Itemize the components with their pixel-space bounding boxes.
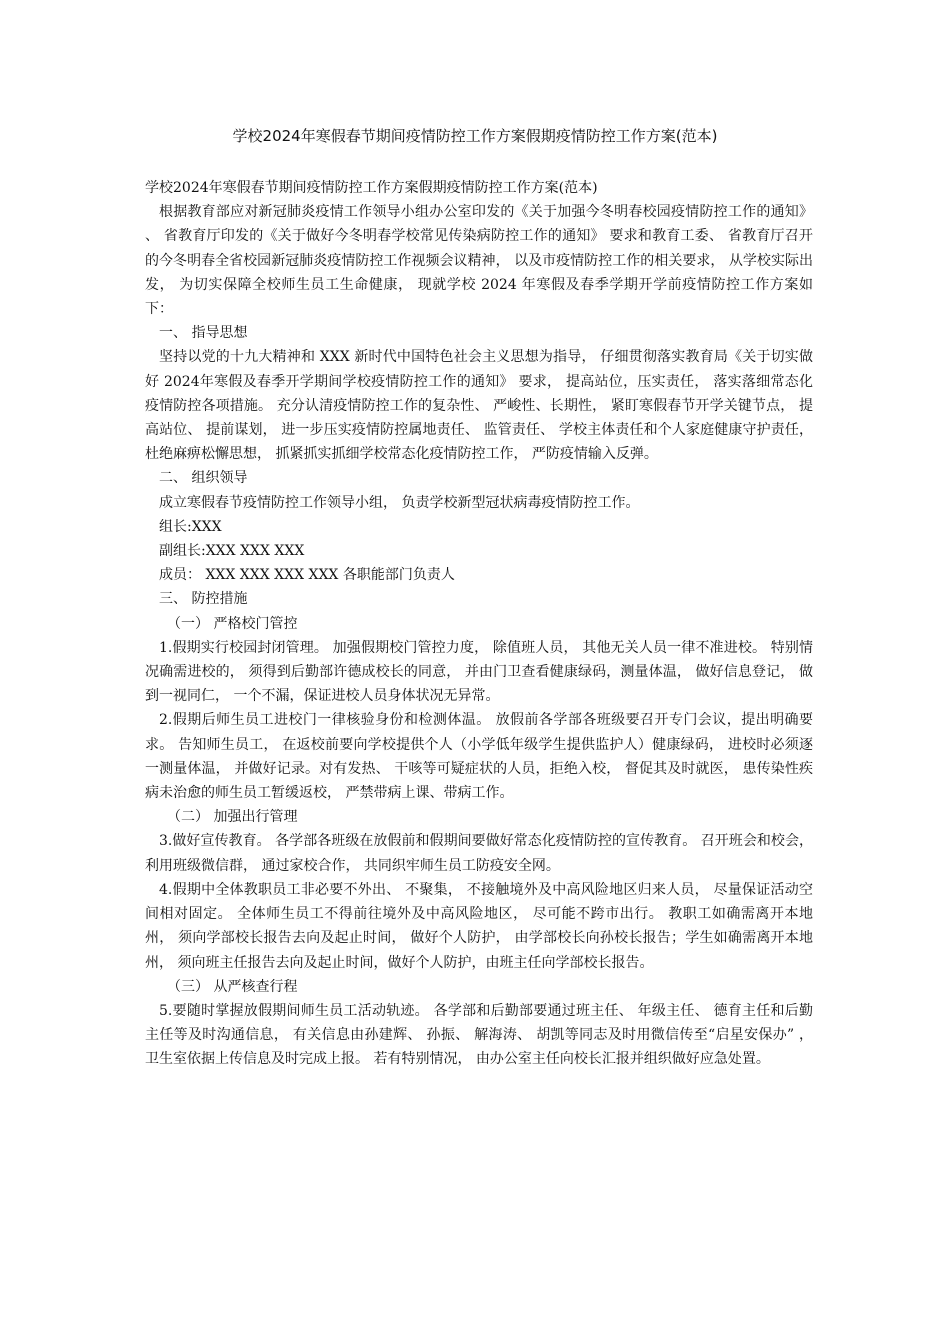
subsection-heading-gate: （一） 严格校门管控	[167, 615, 298, 632]
subsection-heading-travel: （二） 加强出行管理	[167, 809, 298, 826]
measure-item-3: 3.做好宣传教育。 各学部各班级在放假前和假期间要做好常态化疫情防控的宣传教育。 召开班会和校会， 利用班级微信群， 通过家校合作， 共同织牢师生员工防疫安全网。	[145, 833, 818, 874]
document-subtitle: 学校2024年寒假春节期间疫情防控工作方案假期疫情防控工作方案(范本)	[145, 180, 598, 196]
measure-item-5: 5.要随时掌握放假期间师生员工活动轨迹。 各学部和后勤部要通过班主任、 年级主任、 德育主任和后勤主任等及时沟通信息， 有关信息由孙建辉、 孙振、 解海涛、 胡凯等同志及时用微信传至“启星安保办” ， 卫生室依据上传信息及时完成上报。 若有特别情况， 由办公室主任向校长汇报并组织做好应急处置。	[145, 1002, 818, 1068]
measure-item-4: 4.假期中全体教职员工非必要不外出、 不聚集， 不接触境外及中高风险地区归来人员， 尽量保证活动空间相对固定。 全体师生员工不得前往境外及中高风险地区， 尽可能不跨市出行。 教职工如确需离开本地州， 须向学部校长报告去向及起止时间， 做好个人防护， 由学部校长向孙校长报告；学生如确需离开本地州， 须向班主任报告去向及起止时间，做好个人防护，由班主任向学部校长报告。	[145, 881, 813, 971]
organization-paragraph: 成立寒假春节疫情防控工作领导小组， 负责学校新型冠状病毒疫情防控工作。	[159, 494, 640, 511]
section-heading-measures: 三、 防控措施	[159, 591, 248, 608]
subsection-heading-itinerary: （三） 从严核查行程	[167, 978, 298, 995]
guiding-paragraph: 坚持以党的十九大精神和 XXX 新时代中国特色社会主义思想为指导， 仔细贯彻落实教育局《关于切实做好 2024年寒假及春季开学期间学校疫情防控工作的通知》 要求， 提高站位，压实责任， 落实落细常态化疫情防控各项措施。 充分认清疫情防控工作的复杂性、 严峻性、长期性， 紧盯寒假春节开学关键节点， 提高站位、 提前谋划， 进一步压实疫情防控属地责任、 监管责任、 学校主体责任和个人家庭健康守护责任， 杜绝麻痹松懈思想， 抓紧抓实抓细学校常态化疫情防控工作， 严防疫情输入反弹。	[145, 349, 818, 463]
measure-item-2: 2.假期后师生员工进校门一律核验身份和检测体温。 放假前各学部各班级要召开专门会议，提出明确要求。 告知师生员工， 在返校前要向学校提供个人（小学低年级学生提供监护人）健康绿码， 进校时必须逐一测量体温， 并做好记录。对有发热、 干咳等可疑症状的人员，拒绝入校， 督促其及时就医， 患传染性疾病未治愈的师生员工暂缓返校， 严禁带病上课、带病工作。	[145, 712, 813, 802]
document-body	[145, 176, 818, 1072]
measure-item-1: 1.假期实行校园封闭管理。 加强假期校门管控力度， 除值班人员， 其他无关人员一律不准进校。 特别情况确需进校的， 须得到后勤部许德成校长的同意， 并由门卫查看健康绿码，测量体温， 做好信息登记， 做到一视同仁， 一个不漏，保证进校人员身体状况无异常。	[145, 639, 813, 705]
leader-line: 组长:XXX	[159, 518, 222, 535]
intro-paragraph: 根据教育部应对新冠肺炎疫情工作领导小组办公室印发的《关于加强今冬明春校园疫情防控工作的通知》 、 省教育厅印发的《关于做好今冬明春学校常见传染病防控工作的通知》 要求和教育工委、 省教育厅召开的今冬明春全省校园新冠肺炎疫情防控工作视频会议精神， 以及市疫情防控工作的相关要求， 从学校实际出发， 为切实保障全校师生员工生命健康， 现就学校 2024 年寒假及春季学期开学前疫情防控工作方案如下：	[145, 204, 818, 318]
members-line: 成员： XXX XXX XXX XXX 各职能部门负责人	[159, 567, 455, 584]
document-title: 学校2024年寒假春节期间疫情防控工作方案假期疫情防控工作方案(范本)	[232, 127, 718, 145]
section-heading-organization: 二、 组织领导	[159, 470, 248, 487]
section-heading-guiding: 一、 指导思想	[159, 325, 248, 342]
vice-leader-line: 副组长:XXX XXX XXX	[159, 543, 305, 560]
